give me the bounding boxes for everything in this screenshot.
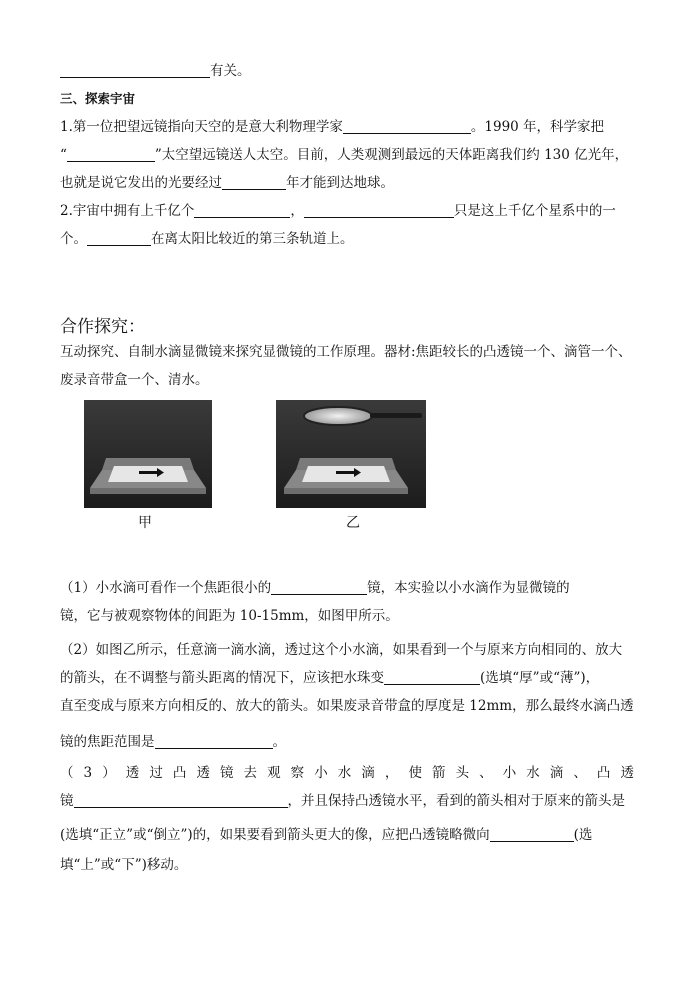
answer-blank[interactable] [194, 203, 290, 218]
cooperative-inquiry-title: 合作探究： [60, 317, 145, 337]
section-title-explore-universe: 三、探索宇宙 [60, 91, 136, 106]
answer-blank[interactable] [271, 580, 367, 595]
answer-blank[interactable] [155, 734, 273, 749]
q1-line3: 也就是说它发出的光要经过 年才能到达地球。 [60, 175, 394, 191]
coop-intro-line2: 废录音带盒一个、清水。 [60, 372, 209, 388]
p2-line2: 的箭头，在不调整与箭头距离的情况下，应该把水珠变 (选填“厚”或“薄”)， [60, 670, 600, 686]
answer-blank[interactable] [304, 203, 454, 218]
answer-blank[interactable] [343, 119, 471, 134]
p1-line2: 镜，它与被观察物体的间距为 10-15mm，如图甲所示。 [60, 608, 399, 624]
p3-line3: (选填“正立”或“倒立”)的，如果要看到箭头更大的像，应把凸透镜略微向 (选 [60, 827, 593, 843]
figure-b-caption: 乙 [346, 515, 360, 531]
q1-line1: 1.第一位把望远镜指向天空的是意大利物理学家 。1990 年，科学家把 [60, 119, 605, 135]
answer-blank[interactable] [384, 670, 480, 685]
answer-blank[interactable] [87, 231, 151, 246]
p3-line4: 填“上”或“下”)移动。 [60, 857, 188, 873]
q1-line2: “ ”太空望远镜送人太空。目前，人类观测到最远的天体距离我们约 130 亿光年， [60, 147, 629, 163]
p3-line2: 镜 ，并且保持凸透镜水平，看到的箭头相对于原来的箭头是 [60, 793, 625, 809]
coop-intro-line1: 互动探究、自制水滴显微镜来探究显微镜的工作原理。器材:焦距较长的凸透镜一个、滴管一个、 [60, 344, 632, 360]
figure-b-image [276, 400, 426, 508]
answer-blank[interactable] [222, 175, 286, 190]
figure-a-caption: 甲 [138, 515, 152, 531]
p3-line1: （3）透过凸透镜去观察小水滴，使箭头、小水滴、凸透 [60, 765, 640, 781]
answer-blank[interactable] [60, 63, 210, 78]
answer-blank[interactable] [67, 147, 155, 162]
answer-blank[interactable] [490, 827, 574, 842]
q2-line1: 2.宇宙中拥有上千亿个 ， 只是这上千亿个星系中的一 [60, 203, 616, 219]
p2-line4: 镜的焦距范围是 。 [60, 734, 286, 750]
p1-line1: （1）小水滴可看作一个焦距很小的 镜，本实验以小水滴作为显微镜的 [60, 580, 570, 596]
q2-line2: 个。 在离太阳比较近的第三条轨道上。 [60, 231, 354, 247]
figure-a-image [84, 400, 212, 508]
prev-question-tail: 有关。 [60, 62, 640, 80]
answer-blank[interactable] [74, 793, 288, 808]
p2-line1: （2）如图乙所示，任意滴一滴水滴，透过这个小水滴，如果看到一个与原来方向相同的、放大 [60, 642, 623, 658]
p2-line3: 直至变成与原来方向相反的、放大的箭头。如果废录音带盒的厚度是 12mm，那么最终水滴凸透 [60, 698, 634, 714]
